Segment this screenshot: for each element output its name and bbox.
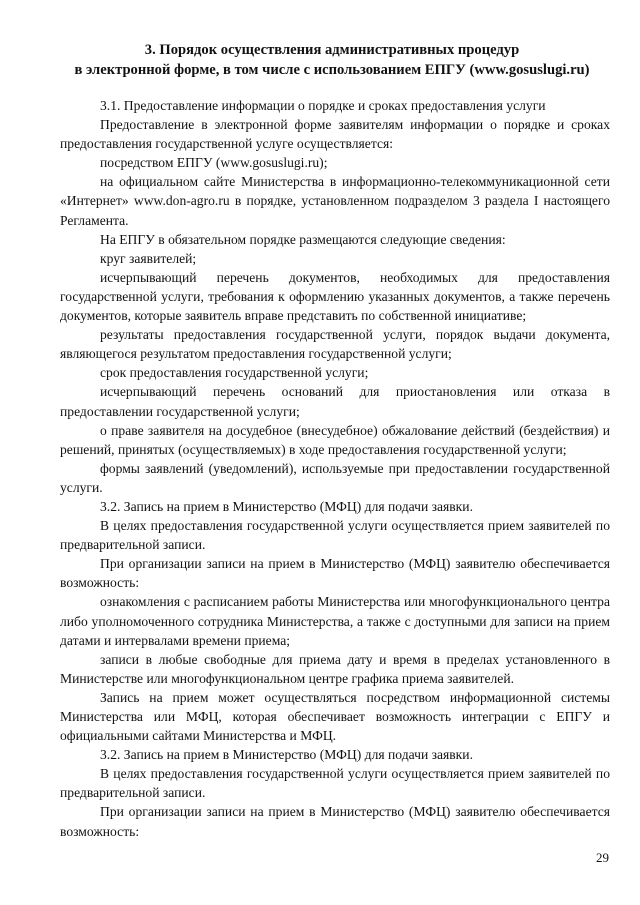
page-number: 29 [596, 850, 609, 865]
paragraph: 3.2. Запись на прием в Министерство (МФЦ) для подачи заявки. [100, 747, 473, 763]
paragraph: результаты предоставления государственной услуги, порядок выдачи документа, являющегося результатом предоставления государственной услуги; [60, 327, 610, 362]
paragraph: В целях предоставления государственной услуги осуществляется прием заявителей по предварительной записи. [60, 766, 610, 801]
section-heading [52, 40, 612, 80]
paragraph: ознакомления с расписанием работы Министерства или многофункционального центра либо уполномоченного сотрудника Министерства, а также с доступными для записи на прием датами и интервалами времени приема; [60, 594, 610, 648]
document-body [60, 96, 610, 841]
paragraph: на официальном сайте Министерства в информационно-телекоммуникационной сети «Интернет» www.don-agro.ru в порядке, установленном подразделом 3 раздела I настоящего Регламента. [60, 174, 610, 228]
section-heading-line-1: 3. Порядок осуществления административных процедур [144, 42, 520, 58]
paragraph: посредством ЕПГУ (www.gosuslugi.ru); [100, 155, 328, 171]
paragraph: круг заявителей; [100, 250, 197, 266]
paragraph: о праве заявителя на досудебное (внесудебное) обжалование действий (бездействия) и решений, принятых (осуществляемых) в ходе предоставления государственной услуги; [60, 422, 610, 457]
paragraph: 3.1. Предоставление информации о порядке и сроках предоставления услуги [100, 98, 546, 113]
paragraph: На ЕПГУ в обязательном порядке размещаются следующие сведения: [100, 231, 506, 247]
section-heading-line-2: в электронной форме, в том числе с использованием ЕПГУ (www.gosuslugi.ru) [74, 62, 590, 78]
paragraph: исчерпывающий перечень документов, необходимых для предоставления государственной услуги, требования к оформлению указанных документов, а также перечень документов, которые заявитель вправе представить по собственной инициативе; [60, 269, 610, 324]
paragraph: срок предоставления государственной услуги; [100, 365, 369, 381]
paragraph: записи в любые свободные для приема дату и время в пределах установленного в Министерстве или многофункциональном центре графика приема заявителей. [60, 651, 610, 686]
paragraph: При организации записи на прием в Министерство (МФЦ) заявителю обеспечивается возможность: [60, 804, 610, 839]
paragraph: исчерпывающий перечень оснований для приостановления или отказа в предоставлении государственной услуги; [60, 384, 610, 419]
paragraph: формы заявлений (уведомлений), используемые при предоставлении государственной услуги. [60, 460, 610, 495]
paragraph: Предоставление в электронной форме заявителям информации о порядке и сроках предоставления государственной услуге осуществляется: [60, 117, 610, 152]
paragraph: 3.2. Запись на прием в Министерство (МФЦ) для подачи заявки. [100, 498, 473, 514]
paragraph: В целях предоставления государственной услуги осуществляется прием заявителей по предварительной записи. [60, 518, 610, 553]
paragraph: При организации записи на прием в Министерство (МФЦ) заявителю обеспечивается возможность: [60, 556, 610, 591]
paragraph: Запись на прием может осуществляться посредством информационной системы Министерства или МФЦ, которая обеспечивает возможность интеграции с ЕПГУ и официальными сайтами Министерства и МФЦ. [60, 689, 610, 744]
